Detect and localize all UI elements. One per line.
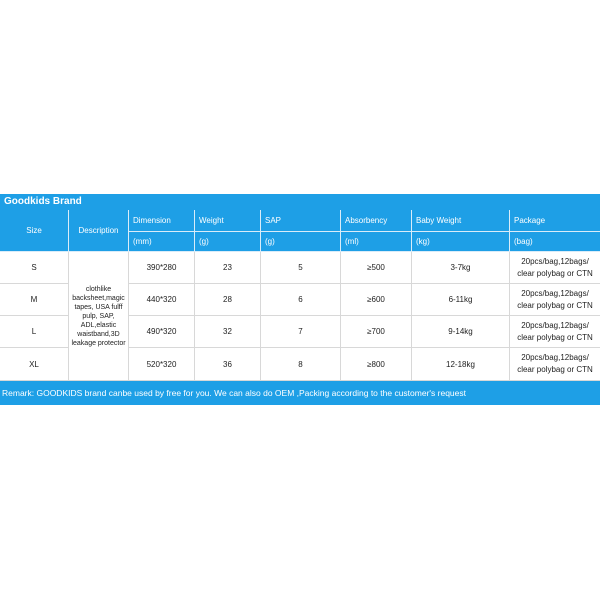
row-package: 20pcs/bag,12bags/ clear polybag or CTN xyxy=(509,316,600,348)
unit-baby-weight: (kg) xyxy=(411,232,509,252)
header-weight: Weight xyxy=(194,210,260,232)
brand-title: Goodkids Brand xyxy=(0,194,600,210)
row-absorbency: ≥600 xyxy=(340,284,411,316)
unit-absorbency: (ml) xyxy=(340,232,411,252)
row-size: S xyxy=(0,252,68,284)
row-package: 20pcs/bag,12bags/ clear polybag or CTN xyxy=(509,348,600,381)
row-sap: 6 xyxy=(260,284,340,316)
row-sap: 8 xyxy=(260,348,340,381)
row-package: 20pcs/bag,12bags/ clear polybag or CTN xyxy=(509,284,600,316)
row-size: M xyxy=(0,284,68,316)
header-size: Size xyxy=(0,210,68,252)
row-absorbency: ≥500 xyxy=(340,252,411,284)
row-sap: 5 xyxy=(260,252,340,284)
row-baby-weight: 12-18kg xyxy=(411,348,509,381)
row-weight: 28 xyxy=(194,284,260,316)
unit-dimension: (mm) xyxy=(128,232,194,252)
header-sap: SAP xyxy=(260,210,340,232)
row-absorbency: ≥800 xyxy=(340,348,411,381)
description-cell: clothlike backsheet,magic tapes, USA fulff pulp, SAP, ADL,elastic waistband,3D leakage protector xyxy=(68,252,128,381)
row-weight: 36 xyxy=(194,348,260,381)
unit-sap: (g) xyxy=(260,232,340,252)
row-weight: 32 xyxy=(194,316,260,348)
row-baby-weight: 3-7kg xyxy=(411,252,509,284)
product-spec-table xyxy=(0,194,600,405)
row-sap: 7 xyxy=(260,316,340,348)
row-package: 20pcs/bag,12bags/ clear polybag or CTN xyxy=(509,252,600,284)
unit-package: (bag) xyxy=(509,232,600,252)
row-dimension: 440*320 xyxy=(128,284,194,316)
row-dimension: 490*320 xyxy=(128,316,194,348)
row-dimension: 390*280 xyxy=(128,252,194,284)
spec-grid xyxy=(0,210,600,381)
row-dimension: 520*320 xyxy=(128,348,194,381)
unit-weight: (g) xyxy=(194,232,260,252)
row-size: L xyxy=(0,316,68,348)
row-weight: 23 xyxy=(194,252,260,284)
row-size: XL xyxy=(0,348,68,381)
header-description: Description xyxy=(68,210,128,252)
header-baby-weight: Baby Weight xyxy=(411,210,509,232)
row-baby-weight: 6-11kg xyxy=(411,284,509,316)
row-baby-weight: 9-14kg xyxy=(411,316,509,348)
row-absorbency: ≥700 xyxy=(340,316,411,348)
header-package: Package xyxy=(509,210,600,232)
remark-text: Remark: GOODKIDS brand canbe used by free for you. We can also do OEM ,Packing according to the customer's request xyxy=(0,381,600,405)
header-absorbency: Absorbency xyxy=(340,210,411,232)
header-dimension: Dimension xyxy=(128,210,194,232)
